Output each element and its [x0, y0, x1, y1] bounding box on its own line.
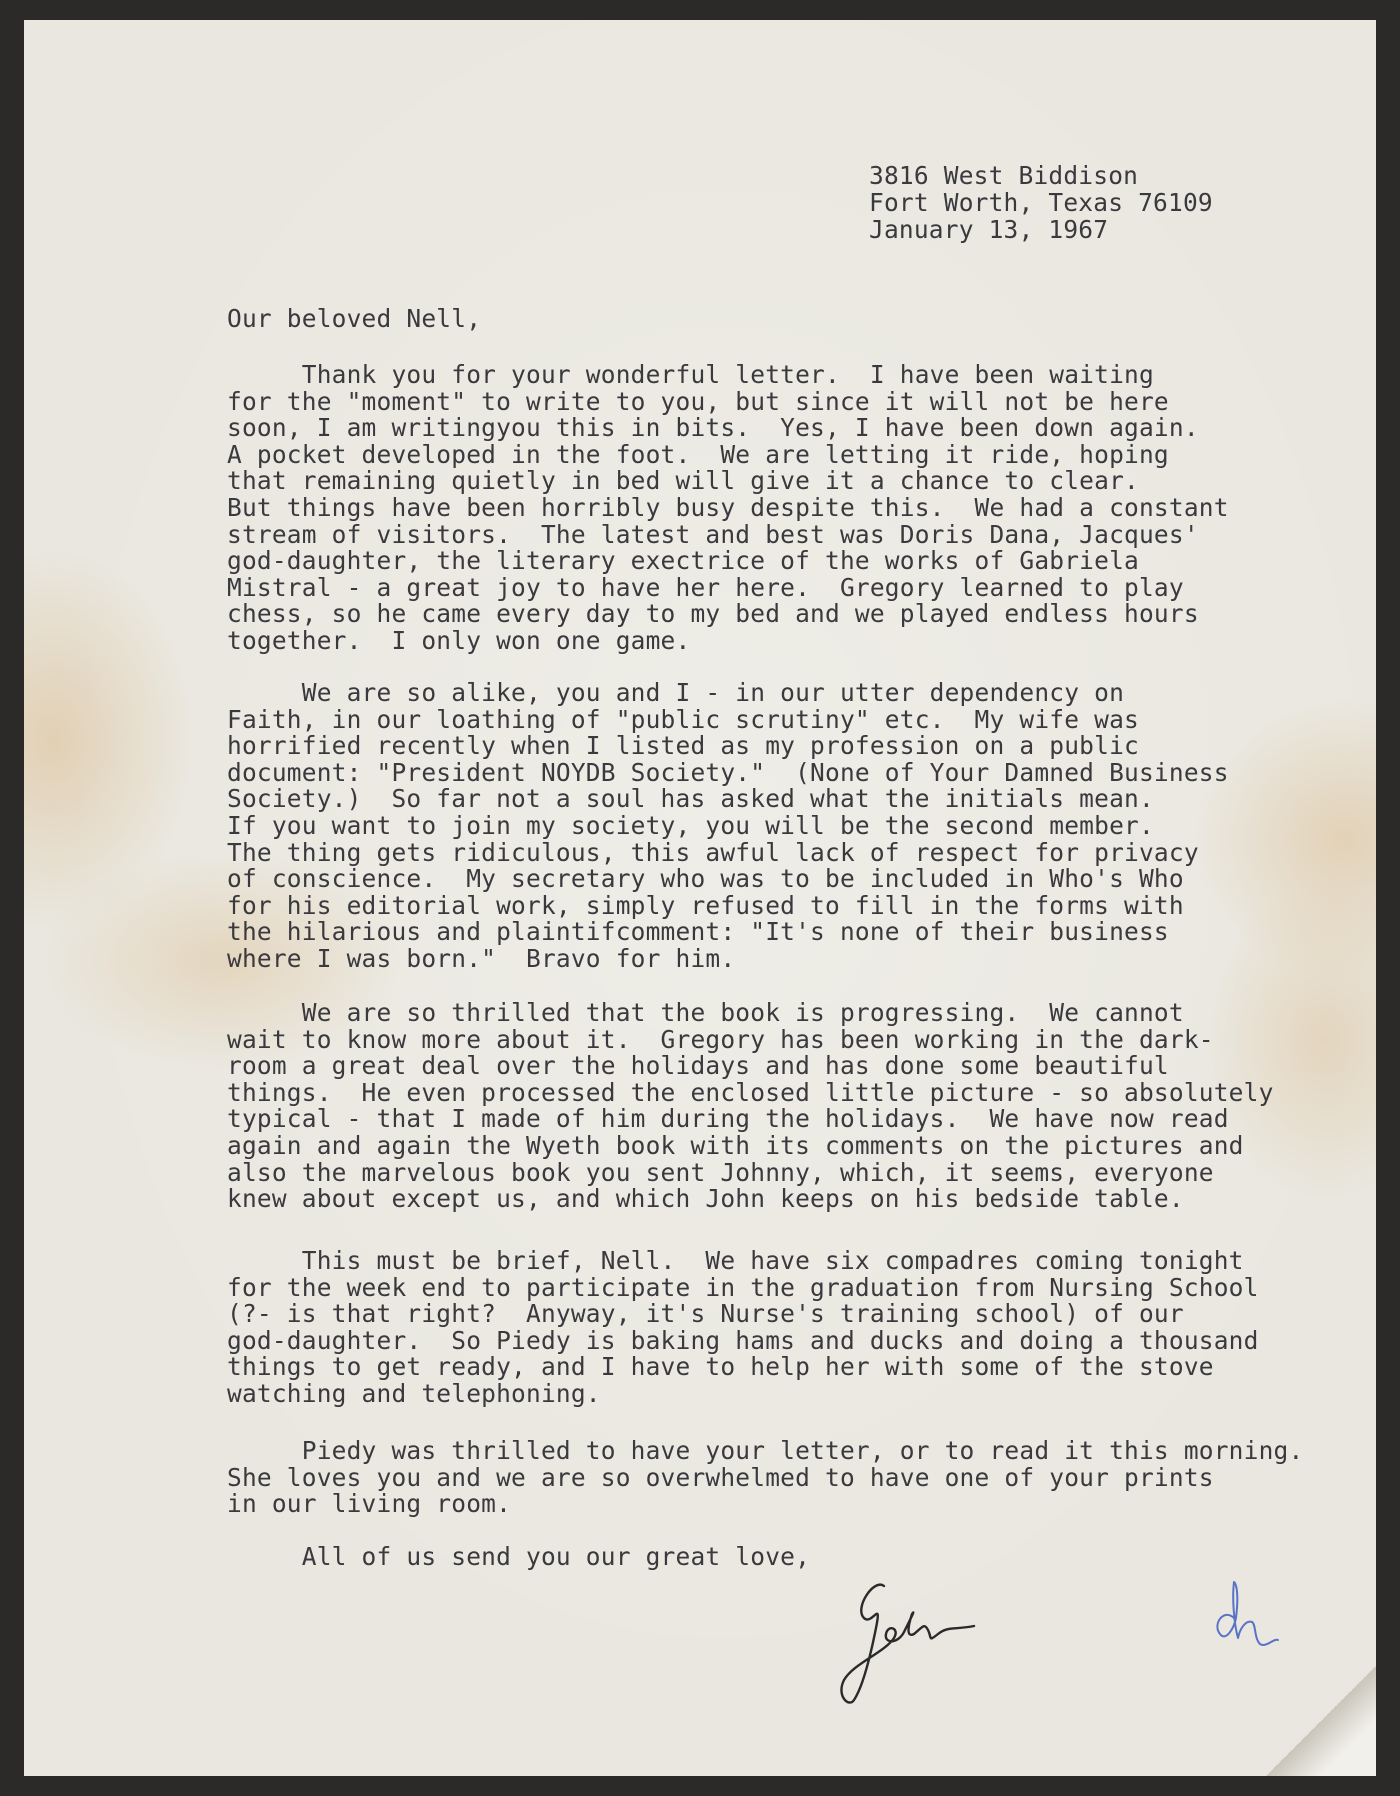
paragraph-3: We are so thrilled that the book is progressing. We cannot wait to know more about it. Gregory has been working in the dark- room a great deal over the holidays and has done some beautiful things. He even processed the enclosed little picture - so absolutely typical - that I made of him during the holidays. We have now read again and again the Wyeth book with its comments on the pictures and also the marvelous book you sent Johnny, which, it seems, everyone knew about except us, and which John keeps on his bedside table.: [227, 998, 1274, 1214]
paragraph-4: This must be brief, Nell. We have six compadres coming tonight for the week end to participate in the graduation from Nursing School (?- is that right? Anyway, it's Nurse's training school) of our god-daughter. So Piedy is baking hams and ducks and doing a thousand things to get ready, and I have to help her with some of the stove watching and telephoning.: [227, 1246, 1259, 1408]
salutation: Our beloved Nell,: [227, 304, 482, 333]
paragraph-5: Piedy was thrilled to have your letter, or to read it this morning. She loves you and we are so overwhelmed to have one of your prints in our living room.: [227, 1436, 1304, 1519]
paragraph-1: Thank you for your wonderful letter. I have been waiting for the "moment" to write to you, but since it will not be here soon, I am writingyou this in bits. Yes, I have been down again. A pocket developed in the foot. We are letting it ride, hoping that remaining quietly in bed will give it a chance to clear. But things have been horribly busy despite this. We had a constant stream of visitors. The latest and best was Doris Dana, Jacques' god-daughter, the literary exectrice of the works of Gabriela Mistral - a great joy to have her here. Gregory learned to play chess, so he came every day to my bed and we played endless hours together. I only won one game.: [227, 360, 1229, 655]
closing-line: All of us send you our great love,: [227, 1542, 811, 1571]
sender-address: 3816 West Biddison Fort Worth, Texas 76109 January 13, 1967: [869, 161, 1213, 244]
folded-corner: [1266, 1666, 1376, 1776]
letter-sheet: [24, 20, 1376, 1776]
handwritten-signature: [824, 1568, 1004, 1718]
pencil-initials: [1204, 1578, 1314, 1668]
paragraph-2: We are so alike, you and I - in our utter dependency on Faith, in our loathing of "public scrutiny" etc. My wife was horrified recently when I listed as my profession on a public document: "President NOYDB Society." (None of Your Damned Business Society.) So far not a soul has asked what the initials mean. If you want to join my society, you will be the second member. The thing gets ridiculous, this awful lack of respect for privacy of conscience. My secretary who was to be included in Who's Who for his editorial work, simply refused to fill in the forms with the hilarious and plaintifcomment: "It's none of their business where I was born." Bravo for him.: [227, 678, 1229, 973]
